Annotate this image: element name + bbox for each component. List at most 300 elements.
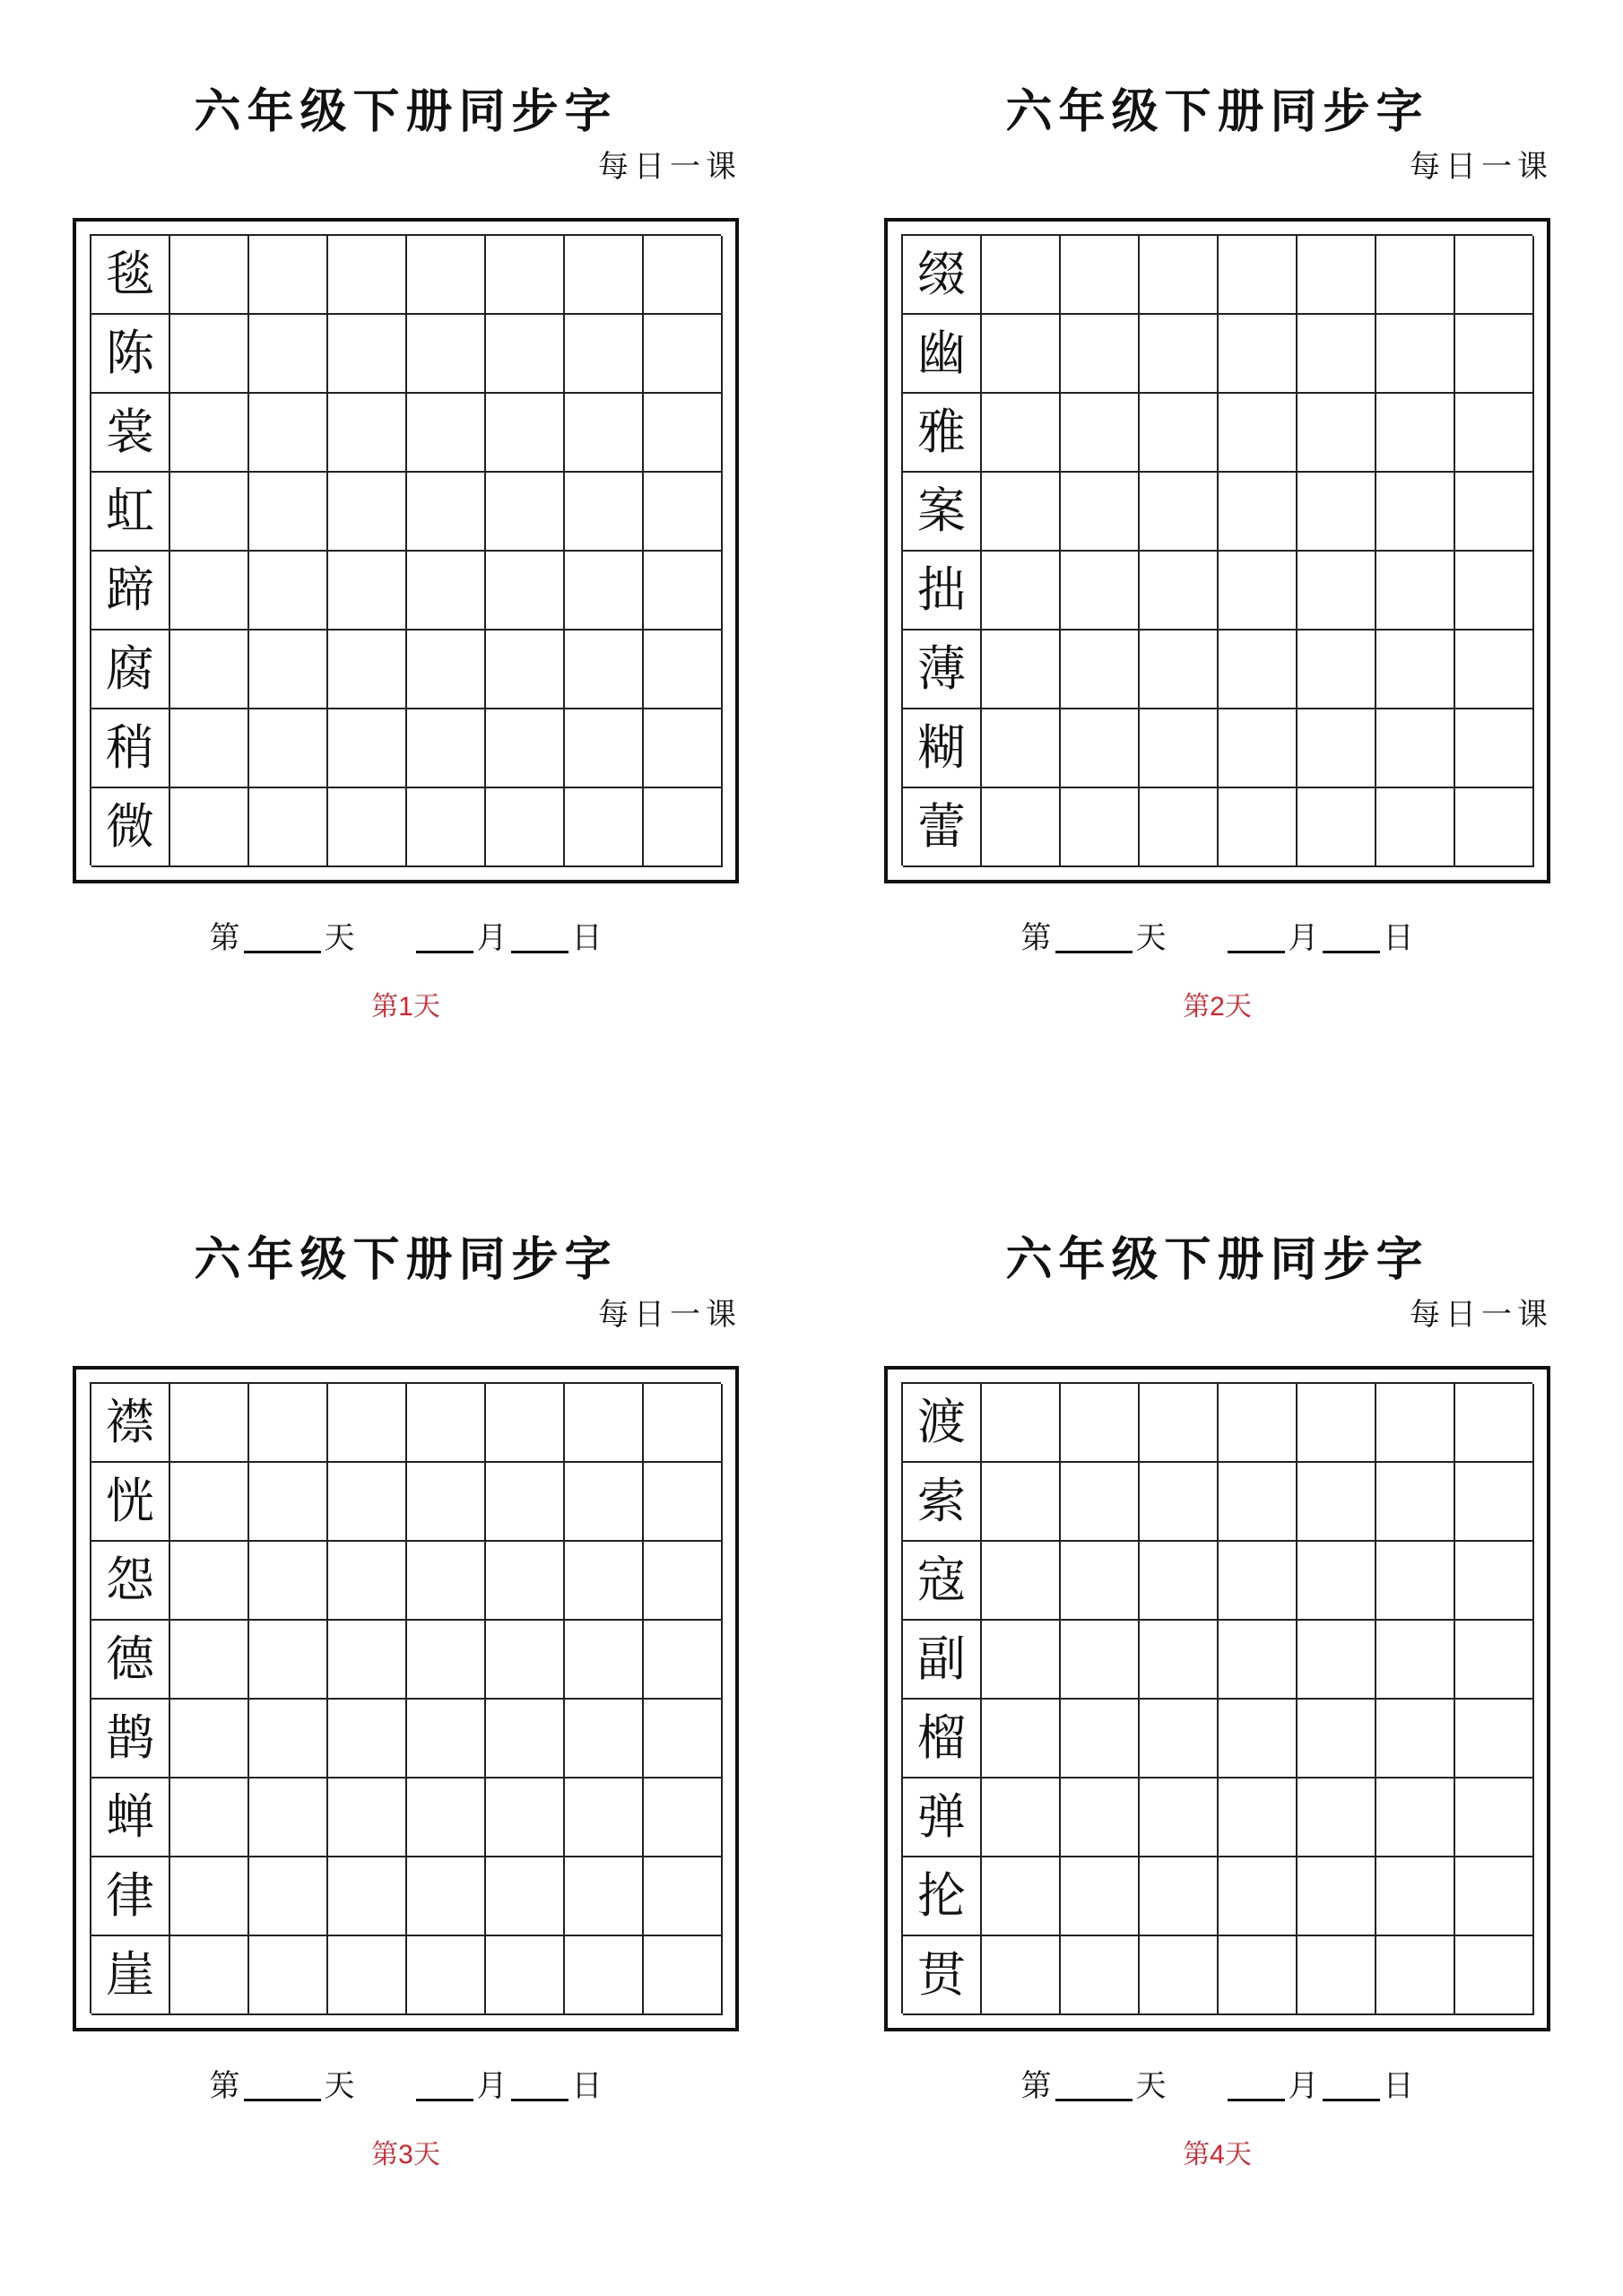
- practice-cell[interactable]: [1061, 394, 1140, 473]
- date-blank[interactable]: [511, 918, 568, 953]
- model-character-cell: 蕾: [903, 788, 982, 867]
- practice-cell[interactable]: [249, 1936, 328, 2015]
- practice-cell[interactable]: [644, 236, 723, 315]
- model-character-cell: 微: [91, 788, 170, 867]
- practice-cell[interactable]: [407, 315, 486, 394]
- practice-cell[interactable]: [486, 552, 565, 631]
- practice-cell[interactable]: [249, 709, 328, 788]
- sheet-title: 六年级下册同步字: [1005, 1232, 1429, 1287]
- practice-cell[interactable]: [1376, 1779, 1455, 1857]
- day-label: 第1天: [371, 992, 440, 1022]
- model-character-cell: 幽: [903, 315, 982, 394]
- sheet-subtitle: 每日一课: [1410, 1297, 1553, 1333]
- practice-cell[interactable]: [1219, 473, 1298, 552]
- practice-cell[interactable]: [1298, 1463, 1376, 1542]
- date-blank[interactable]: [1323, 2066, 1380, 2101]
- practice-cell[interactable]: [565, 788, 644, 867]
- practice-cell[interactable]: [1298, 394, 1376, 473]
- model-character-cell: 榴: [903, 1700, 982, 1779]
- practice-cell[interactable]: [1376, 315, 1455, 394]
- date-blank[interactable]: [511, 2066, 568, 2101]
- practice-cell[interactable]: [328, 1621, 407, 1700]
- practice-cell[interactable]: [249, 1779, 328, 1857]
- practice-cell[interactable]: [407, 709, 486, 788]
- month-blank[interactable]: [1228, 918, 1285, 953]
- practice-cell[interactable]: [1298, 1621, 1376, 1700]
- practice-cell[interactable]: [249, 552, 328, 631]
- practice-cell[interactable]: [328, 788, 407, 867]
- practice-cell[interactable]: [565, 1857, 644, 1936]
- month-blank[interactable]: [416, 2066, 473, 2101]
- writing-grid: [90, 1382, 721, 2013]
- practice-cell[interactable]: [407, 1542, 486, 1621]
- practice-cell[interactable]: [982, 1779, 1061, 1857]
- practice-cell[interactable]: [1219, 1542, 1298, 1621]
- practice-cell[interactable]: [565, 709, 644, 788]
- practice-cell[interactable]: [1061, 788, 1140, 867]
- practice-cell[interactable]: [1061, 1779, 1140, 1857]
- practice-cell[interactable]: [1376, 552, 1455, 631]
- practice-cell[interactable]: [982, 1621, 1061, 1700]
- model-character-cell: 薄: [903, 631, 982, 709]
- practice-cell[interactable]: [486, 394, 565, 473]
- model-character-cell: 襟: [91, 1384, 170, 1463]
- practice-cell[interactable]: [565, 1384, 644, 1463]
- practice-cell[interactable]: [170, 1542, 249, 1621]
- day-unit: 天: [324, 2068, 355, 2104]
- practice-cell[interactable]: [1061, 315, 1140, 394]
- practice-cell[interactable]: [486, 1542, 565, 1621]
- practice-cell[interactable]: [1376, 1700, 1455, 1779]
- practice-cell[interactable]: [1140, 1384, 1219, 1463]
- practice-cell[interactable]: [1219, 1936, 1298, 2015]
- practice-cell[interactable]: [644, 315, 723, 394]
- practice-cell[interactable]: [565, 1621, 644, 1700]
- practice-cell[interactable]: [1140, 394, 1219, 473]
- practice-cell[interactable]: [170, 788, 249, 867]
- practice-cell[interactable]: [407, 1463, 486, 1542]
- practice-cell[interactable]: [1061, 473, 1140, 552]
- day-unit: 天: [1135, 2068, 1167, 2104]
- practice-cell[interactable]: [1376, 1936, 1455, 2015]
- practice-cell[interactable]: [170, 552, 249, 631]
- practice-cell[interactable]: [486, 315, 565, 394]
- practice-cell[interactable]: [249, 1463, 328, 1542]
- practice-cell[interactable]: [1061, 709, 1140, 788]
- model-character-cell: 裳: [91, 394, 170, 473]
- model-character-cell: 鹊: [91, 1700, 170, 1779]
- practice-cell[interactable]: [328, 552, 407, 631]
- practice-cell[interactable]: [565, 552, 644, 631]
- practice-cell[interactable]: [1376, 709, 1455, 788]
- practice-cell[interactable]: [644, 709, 723, 788]
- practice-cell[interactable]: [1376, 1384, 1455, 1463]
- sheet-subtitle: 每日一课: [598, 149, 742, 185]
- practice-cell[interactable]: [486, 631, 565, 709]
- practice-cell[interactable]: [644, 1936, 723, 2015]
- practice-cell[interactable]: [1298, 1700, 1376, 1779]
- practice-cell[interactable]: [1376, 1621, 1455, 1700]
- practice-cell[interactable]: [1061, 1700, 1140, 1779]
- day-label: 第3天: [371, 2140, 440, 2170]
- practice-cell[interactable]: [249, 1857, 328, 1936]
- day-prefix: 第: [1020, 920, 1052, 956]
- practice-cell[interactable]: [170, 1621, 249, 1700]
- practice-cell[interactable]: [982, 315, 1061, 394]
- practice-cell[interactable]: [249, 1700, 328, 1779]
- practice-cell[interactable]: [1140, 1857, 1219, 1936]
- practice-cell[interactable]: [1219, 1463, 1298, 1542]
- practice-cell[interactable]: [486, 1463, 565, 1542]
- practice-cell[interactable]: [407, 1384, 486, 1463]
- practice-cell[interactable]: [565, 1542, 644, 1621]
- practice-cell[interactable]: [1298, 709, 1376, 788]
- month-blank[interactable]: [1228, 2066, 1285, 2101]
- date-unit: 日: [571, 920, 603, 956]
- practice-cell[interactable]: [1219, 788, 1298, 867]
- practice-cell[interactable]: [1061, 552, 1140, 631]
- practice-cell[interactable]: [486, 788, 565, 867]
- practice-cell[interactable]: [982, 1463, 1061, 1542]
- practice-cell[interactable]: [1219, 315, 1298, 394]
- model-character-cell: 蝉: [91, 1779, 170, 1857]
- practice-cell[interactable]: [486, 1779, 565, 1857]
- practice-cell[interactable]: [1219, 1621, 1298, 1700]
- practice-cell[interactable]: [1376, 788, 1455, 867]
- date-blank[interactable]: [1323, 918, 1380, 953]
- practice-cell[interactable]: [644, 394, 723, 473]
- practice-cell[interactable]: [1298, 315, 1376, 394]
- practice-cell[interactable]: [1298, 1384, 1376, 1463]
- practice-sheet: [812, 1148, 1623, 2296]
- practice-cell[interactable]: [644, 1621, 723, 1700]
- practice-cell[interactable]: [1140, 1700, 1219, 1779]
- practice-cell[interactable]: [486, 1857, 565, 1936]
- practice-cell[interactable]: [249, 1384, 328, 1463]
- practice-cell[interactable]: [982, 394, 1061, 473]
- practice-cell[interactable]: [170, 1779, 249, 1857]
- model-character-cell: 渡: [903, 1384, 982, 1463]
- practice-cell[interactable]: [1061, 631, 1140, 709]
- practice-cell[interactable]: [407, 394, 486, 473]
- day-label: 第2天: [1183, 992, 1252, 1022]
- practice-cell[interactable]: [1298, 1542, 1376, 1621]
- practice-cell[interactable]: [249, 315, 328, 394]
- practice-cell[interactable]: [249, 1621, 328, 1700]
- practice-cell[interactable]: [328, 1857, 407, 1936]
- practice-cell[interactable]: [1219, 709, 1298, 788]
- practice-cell[interactable]: [1376, 1542, 1455, 1621]
- practice-cell[interactable]: [1455, 631, 1534, 709]
- practice-cell[interactable]: [328, 1384, 407, 1463]
- practice-cell[interactable]: [1455, 473, 1534, 552]
- day-prefix: 第: [1020, 2068, 1052, 2104]
- practice-cell[interactable]: [1061, 1384, 1140, 1463]
- practice-cell[interactable]: [1376, 1463, 1455, 1542]
- practice-cell[interactable]: [565, 1936, 644, 2015]
- practice-cell[interactable]: [1455, 394, 1534, 473]
- practice-cell[interactable]: [1376, 1857, 1455, 1936]
- date-line: [0, 2065, 812, 2108]
- practice-cell[interactable]: [328, 1779, 407, 1857]
- practice-cell[interactable]: [1219, 631, 1298, 709]
- day-number-blank[interactable]: [244, 2066, 321, 2101]
- practice-cell[interactable]: [170, 1936, 249, 2015]
- practice-cell[interactable]: [982, 788, 1061, 867]
- practice-cell[interactable]: [407, 1857, 486, 1936]
- day-prefix: 第: [209, 2068, 240, 2104]
- practice-cell[interactable]: [328, 709, 407, 788]
- practice-cell[interactable]: [486, 473, 565, 552]
- practice-sheet: [0, 1148, 812, 2296]
- model-character-cell: 稍: [91, 709, 170, 788]
- writing-grid: [90, 234, 721, 865]
- practice-cell[interactable]: [1061, 1542, 1140, 1621]
- practice-cell[interactable]: [1219, 1384, 1298, 1463]
- day-number-blank[interactable]: [244, 918, 321, 953]
- practice-cell[interactable]: [328, 236, 407, 315]
- practice-cell[interactable]: [644, 1779, 723, 1857]
- practice-cell[interactable]: [565, 394, 644, 473]
- practice-cell[interactable]: [486, 236, 565, 315]
- practice-cell[interactable]: [170, 1463, 249, 1542]
- model-character-cell: 恍: [91, 1463, 170, 1542]
- model-character-cell: 陈: [91, 315, 170, 394]
- date-line: [0, 917, 812, 960]
- practice-cell[interactable]: [328, 1700, 407, 1779]
- practice-cell[interactable]: [982, 236, 1061, 315]
- practice-cell[interactable]: [328, 315, 407, 394]
- practice-cell[interactable]: [407, 1936, 486, 2015]
- month-unit: 月: [1288, 920, 1319, 956]
- practice-cell[interactable]: [644, 631, 723, 709]
- practice-cell[interactable]: [644, 1463, 723, 1542]
- writing-grid: [901, 234, 1532, 865]
- practice-cell[interactable]: [1455, 552, 1534, 631]
- practice-cell[interactable]: [1298, 788, 1376, 867]
- practice-cell[interactable]: [1219, 236, 1298, 315]
- practice-cell[interactable]: [1455, 1936, 1534, 2015]
- practice-cell[interactable]: [982, 1542, 1061, 1621]
- practice-cell[interactable]: [982, 1384, 1061, 1463]
- practice-cell[interactable]: [1061, 1621, 1140, 1700]
- model-character-cell: 寇: [903, 1542, 982, 1621]
- practice-cell[interactable]: [644, 1857, 723, 1936]
- practice-cell[interactable]: [486, 1384, 565, 1463]
- practice-cell[interactable]: [1140, 473, 1219, 552]
- practice-cell[interactable]: [249, 788, 328, 867]
- practice-cell[interactable]: [1455, 1542, 1534, 1621]
- practice-cell[interactable]: [1140, 631, 1219, 709]
- practice-cell[interactable]: [1061, 1936, 1140, 2015]
- practice-cell[interactable]: [565, 1700, 644, 1779]
- practice-cell[interactable]: [1455, 1857, 1534, 1936]
- practice-cell[interactable]: [249, 1542, 328, 1621]
- sheet-subtitle: 每日一课: [1410, 149, 1553, 185]
- practice-cell[interactable]: [486, 709, 565, 788]
- practice-cell[interactable]: [565, 473, 644, 552]
- practice-cell[interactable]: [1455, 1700, 1534, 1779]
- practice-cell[interactable]: [407, 1779, 486, 1857]
- practice-cell[interactable]: [486, 1621, 565, 1700]
- practice-cell[interactable]: [1219, 552, 1298, 631]
- practice-cell[interactable]: [644, 1384, 723, 1463]
- practice-cell[interactable]: [1455, 788, 1534, 867]
- practice-cell[interactable]: [1298, 473, 1376, 552]
- practice-cell[interactable]: [249, 236, 328, 315]
- practice-cell[interactable]: [407, 552, 486, 631]
- model-character-cell: 怨: [91, 1542, 170, 1621]
- practice-cell[interactable]: [170, 394, 249, 473]
- day-unit: 天: [1135, 920, 1167, 956]
- practice-cell[interactable]: [644, 1542, 723, 1621]
- practice-cell[interactable]: [328, 1463, 407, 1542]
- practice-cell[interactable]: [1219, 1700, 1298, 1779]
- practice-cell[interactable]: [1219, 394, 1298, 473]
- day-label: 第4天: [1183, 2140, 1252, 2170]
- month-blank[interactable]: [416, 918, 473, 953]
- day-number-blank[interactable]: [1055, 918, 1133, 953]
- practice-cell[interactable]: [407, 631, 486, 709]
- month-unit: 月: [476, 2068, 508, 2104]
- practice-cell[interactable]: [1140, 1936, 1219, 2015]
- practice-cell[interactable]: [1376, 394, 1455, 473]
- sheet-title: 六年级下册同步字: [194, 1232, 618, 1287]
- practice-cell[interactable]: [1455, 1463, 1534, 1542]
- model-character-cell: 崖: [91, 1936, 170, 2015]
- practice-cell[interactable]: [407, 788, 486, 867]
- model-character-cell: 德: [91, 1621, 170, 1700]
- writing-grid: [901, 1382, 1532, 2013]
- practice-cell[interactable]: [1455, 709, 1534, 788]
- practice-cell[interactable]: [982, 473, 1061, 552]
- model-character-cell: 虹: [91, 473, 170, 552]
- practice-cell[interactable]: [407, 236, 486, 315]
- practice-cell[interactable]: [170, 473, 249, 552]
- practice-cell[interactable]: [644, 788, 723, 867]
- practice-cell[interactable]: [249, 631, 328, 709]
- practice-cell[interactable]: [1140, 1621, 1219, 1700]
- practice-cell[interactable]: [982, 1700, 1061, 1779]
- practice-cell[interactable]: [982, 1857, 1061, 1936]
- practice-cell[interactable]: [565, 1463, 644, 1542]
- practice-cell[interactable]: [1298, 1936, 1376, 2015]
- practice-cell[interactable]: [1455, 236, 1534, 315]
- date-line: [812, 2065, 1623, 2108]
- practice-cell[interactable]: [1455, 1779, 1534, 1857]
- practice-cell[interactable]: [1140, 1542, 1219, 1621]
- practice-cell[interactable]: [1455, 1621, 1534, 1700]
- model-character-cell: 抡: [903, 1857, 982, 1936]
- practice-cell[interactable]: [249, 394, 328, 473]
- date-unit: 日: [1383, 920, 1414, 956]
- model-character-cell: 弹: [903, 1779, 982, 1857]
- practice-cell[interactable]: [1140, 1463, 1219, 1542]
- date-unit: 日: [1383, 2068, 1414, 2104]
- practice-cell[interactable]: [328, 1542, 407, 1621]
- practice-cell[interactable]: [1455, 315, 1534, 394]
- practice-cell[interactable]: [982, 552, 1061, 631]
- model-character-cell: 律: [91, 1857, 170, 1936]
- practice-cell[interactable]: [249, 473, 328, 552]
- practice-cell[interactable]: [486, 1936, 565, 2015]
- model-character-cell: 毯: [91, 236, 170, 315]
- practice-cell[interactable]: [170, 1700, 249, 1779]
- practice-cell[interactable]: [644, 1700, 723, 1779]
- model-character-cell: 副: [903, 1621, 982, 1700]
- practice-cell[interactable]: [407, 473, 486, 552]
- practice-cell[interactable]: [486, 1700, 565, 1779]
- practice-cell[interactable]: [982, 709, 1061, 788]
- practice-cell[interactable]: [170, 709, 249, 788]
- practice-cell[interactable]: [1376, 236, 1455, 315]
- practice-sheet: [0, 0, 812, 1148]
- practice-cell[interactable]: [1219, 1857, 1298, 1936]
- practice-cell[interactable]: [644, 473, 723, 552]
- practice-cell[interactable]: [1376, 473, 1455, 552]
- practice-cell[interactable]: [328, 394, 407, 473]
- practice-cell[interactable]: [1298, 552, 1376, 631]
- practice-cell[interactable]: [1455, 1384, 1534, 1463]
- practice-cell[interactable]: [1140, 709, 1219, 788]
- model-character-cell: 糊: [903, 709, 982, 788]
- practice-sheet: [812, 0, 1623, 1148]
- day-unit: 天: [324, 920, 355, 956]
- practice-cell[interactable]: [1298, 236, 1376, 315]
- practice-cell[interactable]: [407, 1621, 486, 1700]
- date-line: [812, 917, 1623, 960]
- practice-cell[interactable]: [565, 631, 644, 709]
- practice-cell[interactable]: [170, 1857, 249, 1936]
- practice-cell[interactable]: [982, 1936, 1061, 2015]
- practice-cell[interactable]: [1298, 1857, 1376, 1936]
- model-character-cell: 索: [903, 1463, 982, 1542]
- practice-cell[interactable]: [407, 1700, 486, 1779]
- practice-cell[interactable]: [1140, 788, 1219, 867]
- practice-cell[interactable]: [565, 315, 644, 394]
- practice-cell[interactable]: [1061, 236, 1140, 315]
- sheet-title: 六年级下册同步字: [194, 84, 618, 139]
- practice-cell[interactable]: [328, 631, 407, 709]
- date-unit: 日: [571, 2068, 603, 2104]
- practice-cell[interactable]: [170, 236, 249, 315]
- practice-cell[interactable]: [1298, 631, 1376, 709]
- practice-cell[interactable]: [1298, 1779, 1376, 1857]
- practice-cell[interactable]: [1140, 552, 1219, 631]
- practice-cell[interactable]: [644, 552, 723, 631]
- practice-cell[interactable]: [328, 473, 407, 552]
- practice-cell[interactable]: [1061, 1463, 1140, 1542]
- practice-cell[interactable]: [1219, 1779, 1298, 1857]
- practice-cell[interactable]: [565, 1779, 644, 1857]
- practice-cell[interactable]: [565, 236, 644, 315]
- day-number-blank[interactable]: [1055, 2066, 1133, 2101]
- practice-cell[interactable]: [1376, 631, 1455, 709]
- practice-cell[interactable]: [1061, 1857, 1140, 1936]
- practice-cell[interactable]: [170, 1384, 249, 1463]
- sheet-title: 六年级下册同步字: [1005, 84, 1429, 139]
- practice-cell[interactable]: [328, 1936, 407, 2015]
- practice-cell[interactable]: [1140, 236, 1219, 315]
- model-character-cell: 拙: [903, 552, 982, 631]
- practice-cell[interactable]: [1140, 315, 1219, 394]
- sheet-subtitle: 每日一课: [598, 1297, 742, 1333]
- practice-cell[interactable]: [170, 315, 249, 394]
- day-prefix: 第: [209, 920, 240, 956]
- practice-cell[interactable]: [982, 631, 1061, 709]
- practice-cell[interactable]: [170, 631, 249, 709]
- practice-cell[interactable]: [1140, 1779, 1219, 1857]
